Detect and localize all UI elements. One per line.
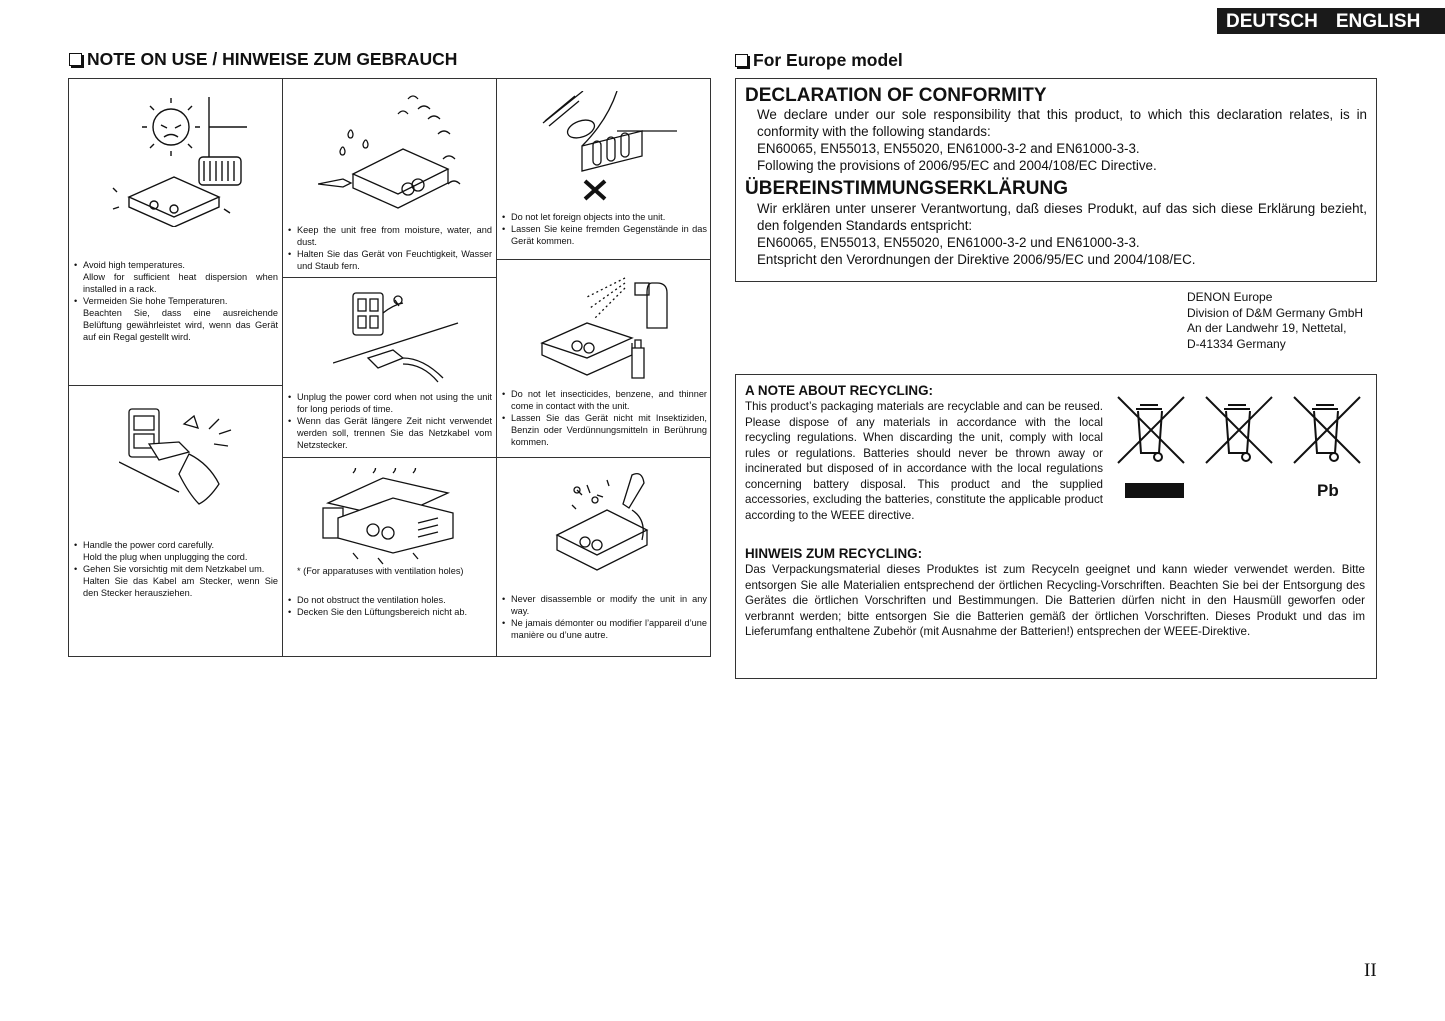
- declaration-text-de-2: EN60065, EN55013, EN55020, EN61000-3-2 und EN61000-3-3.: [757, 235, 1140, 250]
- disassemble-bullets: • Never disassemble or modify the unit in any way. • Ne jamais démonter ou modifier l’appareil d’une manière ou d’une autre.: [501, 593, 707, 641]
- ventilation-bullets: • Do not obstruct the ventilation holes. • Decken Sie den Lüftungsbereich nicht ab.: [287, 594, 492, 618]
- declaration-title-en: DECLARATION OF CONFORMITY: [745, 85, 1047, 106]
- cell-unplug: [283, 278, 497, 458]
- europe-model-title: For Europe model: [735, 50, 903, 71]
- unplug-illustration: [333, 288, 463, 388]
- declaration-text-en-1: We declare under our sole responsibility that this product, to which this declaration relates, is in conformity with the following standards:: [757, 107, 1367, 139]
- cell-foreign-objects: [497, 79, 711, 260]
- moisture-dust-illustration: [318, 89, 468, 219]
- recycling-title-de: HINWEIS ZUM RECYCLING:: [745, 546, 923, 561]
- cell-disassemble: [497, 458, 711, 657]
- lang-deutsch: DEUTSCH: [1226, 11, 1318, 32]
- note-grid: [68, 78, 711, 657]
- cell-heat: [69, 79, 283, 386]
- unplug-bullets: • Unplug the power cord when not using the unit for long periods of time. • Wenn das Gerät längere Zeit nicht verwendet werden soll, trennen Sie das Netzkabel vom Netzstecker.: [287, 391, 492, 451]
- page-number: II: [1364, 960, 1377, 981]
- lead-symbol: Pb: [1317, 481, 1339, 500]
- foreign-objects-bullets: • Do not let foreign objects into the unit. • Lassen Sie keine fremden Gegenstände in das Gerät kommen.: [501, 211, 707, 247]
- cell-power-cord: [69, 386, 283, 657]
- recycling-box: [735, 374, 1377, 679]
- heat-bullets: • Avoid high temperatures. Allow for sufficient heat dispersion when installed in a rack. • Vermeiden Sie hohe Temperaturen. Beachten Sie, dass eine ausreichende Belüftung gewährleistet wird, wenn das Gerät auf ein Regal gestellt wird.: [73, 259, 278, 343]
- checkbox-bullet-icon: [69, 53, 82, 66]
- cell-ventilation: [283, 458, 497, 657]
- insecticides-bullets: • Do not let insecticides, benzene, and thinner come in contact with the unit. • Lassen Sie das Gerät nicht mit Insektiziden, Benzin oder Verdünnungsmitteln in Berührung kommen.: [501, 388, 707, 448]
- sun-heat-illustration: [109, 97, 249, 227]
- declaration-box: [735, 78, 1377, 282]
- power-cord-bullets: • Handle the power cord carefully. Hold the plug when unplugging the cord. • Gehen Sie vorsichtig mit dem Netzkabel um. Halten Sie das Kabel am Stecker, wenn Sie den Stecker herausziehen.: [73, 539, 278, 599]
- checkbox-bullet-icon: [735, 54, 748, 67]
- language-tab: [1217, 8, 1445, 34]
- crossed-bin-icon: [1292, 395, 1364, 467]
- declaration-text-en-3: Following the provisions of 2006/95/EC and 2004/108/EC Directive.: [757, 158, 1157, 173]
- declaration-text-en-2: EN60065, EN55013, EN55020, EN61000-3-2 and EN61000-3-3.: [757, 141, 1140, 156]
- foreign-objects-illustration: [537, 91, 677, 206]
- ventilation-note: * (For apparatuses with ventilation holes): [297, 566, 464, 576]
- moisture-bullets: • Keep the unit free from moisture, water, and dust. • Halten Sie das Gerät von Feuchtigkeit, Wasser und Staub fern.: [287, 224, 492, 272]
- recycling-text-en: This product’s packaging materials are recyclable and can be reused. Please dispose of any materials in accordance with the local recycling regulations. When discarding the unit, comply with local rules or regulations. Batteries should never be thrown away or incinerated but disposed of in accordance with the local regulations concerning battery disposal. This product and the supplied accessories, excluding the batteries, constitute the applicable product according to the WEEE directive.: [745, 400, 1103, 522]
- declaration-text-de-3: Entspricht den Verordnungen der Direktive 2006/95/EC und 2004/108/EC.: [757, 252, 1196, 267]
- cell-insecticides: [497, 260, 711, 458]
- disassemble-illustration: [547, 470, 677, 580]
- recycling-title-en: A NOTE ABOUT RECYCLING:: [745, 383, 933, 398]
- lang-english: ENGLISH: [1335, 11, 1421, 32]
- crossed-bin-icon: [1116, 395, 1188, 467]
- weee-black-bar: [1125, 483, 1184, 498]
- recycling-text-de: Das Verpackungsmaterial dieses Produktes ist zum Recyceln geeignet und kann wieder verwendet werden. Bitte entsorgen Sie alle Materialien entsprechend der örtlichen Recycling-Vorschriften. Beachten Sie bei der Entsorgung des Gerätes die örtlichen Vorschriften und Bestimmungen. Die Batterien dürfen nicht in den Hausmüll geworfen oder verbrannt werden; bitte entsorgen Sie die Batterien gemäß der örtlichen Vorschriften. Dieses Produkt und das im Lieferumfang enthaltene Zubehör (mit Ausnahme der Batterien!) entsprechen der WEEE-Direktive.: [745, 563, 1365, 638]
- crossed-bin-icon: [1204, 395, 1276, 467]
- manufacturer-address: DENON Europe Division of D&M Germany GmbH An der Landwehr 19, Nettetal, D-41334 Germany: [1187, 290, 1364, 351]
- spray-chemicals-illustration: [537, 268, 687, 388]
- plug-handling-illustration: [119, 404, 249, 514]
- declaration-title-de: ÜBEREINSTIMMUNGSERKLÄRUNG: [745, 178, 1068, 199]
- cell-moisture: [283, 79, 497, 278]
- ventilation-illustration: [318, 468, 468, 568]
- note-on-use-title: NOTE ON USE / HINWEISE ZUM GEBRAUCH: [69, 49, 457, 70]
- declaration-text-de-1: Wir erklären unter unserer Verantwortung, daß dieses Produkt, auf das sich diese Erklärung bezieht, den folgenden Standards entspricht:: [757, 201, 1367, 233]
